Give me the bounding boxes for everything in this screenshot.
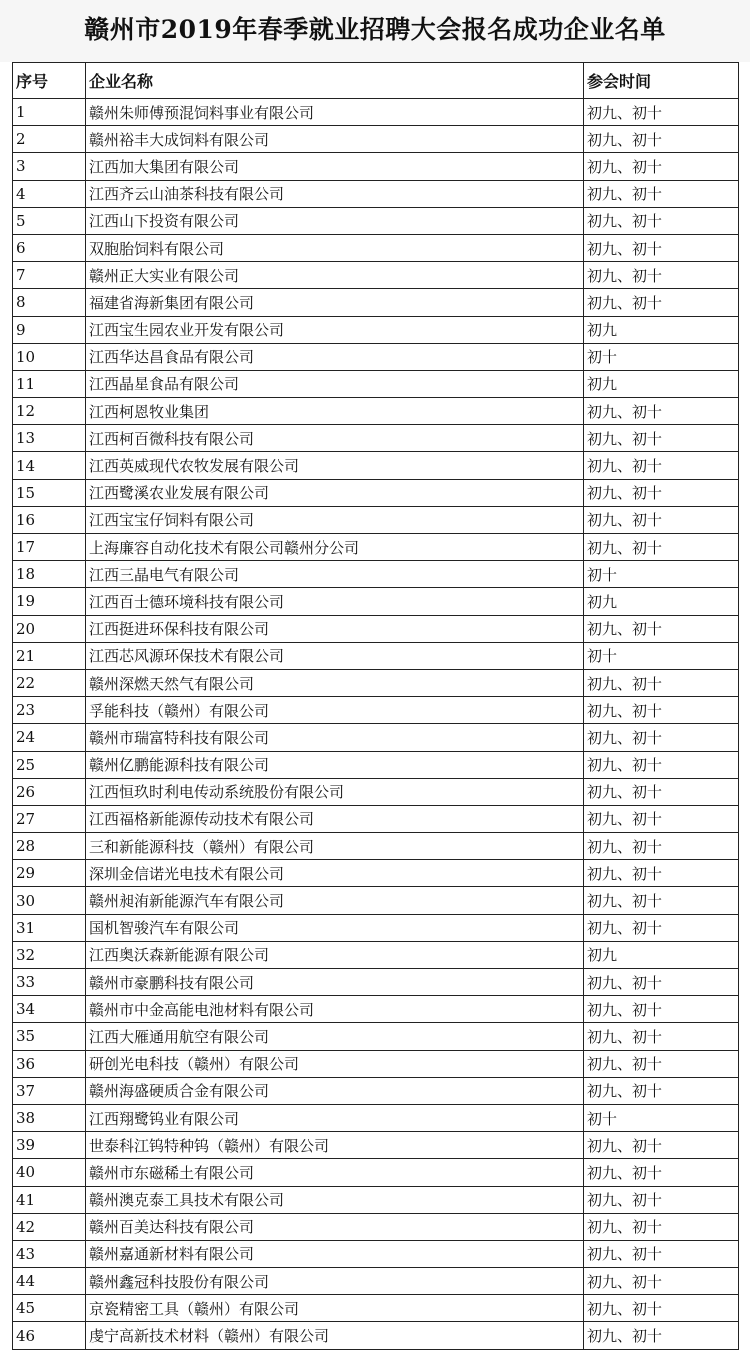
cell-company-name: 江西大雁通用航空有限公司	[86, 1023, 584, 1050]
cell-company-name: 江西翔鹭钨业有限公司	[86, 1104, 584, 1131]
cell-index: 25	[13, 751, 86, 778]
cell-index: 18	[13, 561, 86, 588]
cell-index: 35	[13, 1023, 86, 1050]
table-row	[13, 1186, 739, 1213]
cell-index: 13	[13, 425, 86, 452]
cell-company-name: 江西奥沃森新能源有限公司	[86, 941, 584, 968]
table-row	[13, 1268, 739, 1295]
cell-attend-date: 初九、初十	[584, 914, 739, 941]
cell-attend-date: 初九、初十	[584, 1077, 739, 1104]
cell-company-name: 江西齐云山油茶科技有限公司	[86, 180, 584, 207]
cell-index: 21	[13, 642, 86, 669]
cell-index: 30	[13, 887, 86, 914]
cell-index: 29	[13, 860, 86, 887]
cell-index: 37	[13, 1077, 86, 1104]
cell-attend-date: 初九、初十	[584, 1213, 739, 1240]
cell-index: 15	[13, 479, 86, 506]
cell-attend-date: 初九、初十	[584, 669, 739, 696]
table-row	[13, 1050, 739, 1077]
table-row	[13, 615, 739, 642]
table-row	[13, 262, 739, 289]
table-row	[13, 234, 739, 261]
cell-index: 43	[13, 1240, 86, 1267]
table-row	[13, 1213, 739, 1240]
cell-attend-date: 初九、初十	[584, 99, 739, 126]
table-row	[13, 1322, 739, 1349]
table-row	[13, 697, 739, 724]
cell-index: 23	[13, 697, 86, 724]
table-row	[13, 1132, 739, 1159]
cell-company-name: 赣州裕丰大成饲料有限公司	[86, 126, 584, 153]
table-row	[13, 506, 739, 533]
cell-index: 45	[13, 1295, 86, 1322]
cell-attend-date: 初九	[584, 588, 739, 615]
table-row	[13, 289, 739, 316]
table-row	[13, 969, 739, 996]
cell-attend-date: 初九、初十	[584, 126, 739, 153]
cell-company-name: 国机智骏汽车有限公司	[86, 914, 584, 941]
cell-attend-date: 初九、初十	[584, 996, 739, 1023]
table-row	[13, 316, 739, 343]
table-row	[13, 180, 739, 207]
table-row	[13, 805, 739, 832]
cell-index: 6	[13, 234, 86, 261]
cell-attend-date: 初九、初十	[584, 180, 739, 207]
cell-company-name: 江西华达昌食品有限公司	[86, 343, 584, 370]
cell-attend-date: 初九、初十	[584, 1295, 739, 1322]
cell-index: 41	[13, 1186, 86, 1213]
table-row	[13, 642, 739, 669]
cell-company-name: 江西芯风源环保技术有限公司	[86, 642, 584, 669]
cell-attend-date: 初九	[584, 316, 739, 343]
cell-company-name: 江西柯百微科技有限公司	[86, 425, 584, 452]
table-row	[13, 941, 739, 968]
cell-attend-date: 初九、初十	[584, 479, 739, 506]
cell-company-name: 赣州鑫冠科技股份有限公司	[86, 1268, 584, 1295]
cell-index: 22	[13, 669, 86, 696]
cell-company-name: 赣州海盛硬质合金有限公司	[86, 1077, 584, 1104]
table-row	[13, 1077, 739, 1104]
table-row	[13, 1023, 739, 1050]
table-row	[13, 343, 739, 370]
cell-index: 36	[13, 1050, 86, 1077]
cell-company-name: 赣州市中金高能电池材料有限公司	[86, 996, 584, 1023]
cell-attend-date: 初九、初十	[584, 452, 739, 479]
cell-attend-date: 初九、初十	[584, 887, 739, 914]
cell-company-name: 赣州百美达科技有限公司	[86, 1213, 584, 1240]
cell-company-name: 江西英威现代农牧发展有限公司	[86, 452, 584, 479]
cell-company-name: 福建省海新集团有限公司	[86, 289, 584, 316]
cell-company-name: 江西柯恩牧业集团	[86, 398, 584, 425]
cell-company-name: 双胞胎饲料有限公司	[86, 234, 584, 261]
cell-attend-date: 初九、初十	[584, 1023, 739, 1050]
cell-attend-date: 初九、初十	[584, 425, 739, 452]
table-row	[13, 588, 739, 615]
table-row	[13, 887, 739, 914]
table-row	[13, 833, 739, 860]
cell-company-name: 江西加大集团有限公司	[86, 153, 584, 180]
table-row	[13, 996, 739, 1023]
cell-index: 32	[13, 941, 86, 968]
cell-index: 16	[13, 506, 86, 533]
table-row	[13, 914, 739, 941]
cell-company-name: 上海廉容自动化技术有限公司赣州分公司	[86, 534, 584, 561]
table-row	[13, 99, 739, 126]
table-row	[13, 561, 739, 588]
header-index: 序号	[13, 63, 86, 99]
cell-attend-date: 初九、初十	[584, 697, 739, 724]
cell-company-name: 江西晶星食品有限公司	[86, 370, 584, 397]
cell-company-name: 研创光电科技（赣州）有限公司	[86, 1050, 584, 1077]
cell-company-name: 赣州市东磁稀土有限公司	[86, 1159, 584, 1186]
cell-attend-date: 初九、初十	[584, 805, 739, 832]
cell-attend-date: 初九、初十	[584, 1159, 739, 1186]
cell-attend-date: 初十	[584, 642, 739, 669]
cell-attend-date: 初九、初十	[584, 1186, 739, 1213]
page-title: 赣州市2019年春季就业招聘大会报名成功企业名单	[84, 15, 666, 44]
cell-company-name: 虔宁高新技术材料（赣州）有限公司	[86, 1322, 584, 1349]
cell-index: 11	[13, 370, 86, 397]
cell-company-name: 江西三晶电气有限公司	[86, 561, 584, 588]
cell-company-name: 赣州朱师傅预混饲料事业有限公司	[86, 99, 584, 126]
table-row	[13, 860, 739, 887]
cell-attend-date: 初九、初十	[584, 506, 739, 533]
cell-index: 31	[13, 914, 86, 941]
table-row	[13, 1295, 739, 1322]
cell-index: 5	[13, 207, 86, 234]
cell-company-name: 江西宝生园农业开发有限公司	[86, 316, 584, 343]
cell-attend-date: 初九	[584, 370, 739, 397]
cell-company-name: 江西挺进环保科技有限公司	[86, 615, 584, 642]
cell-attend-date: 初九	[584, 941, 739, 968]
cell-company-name: 赣州澳克泰工具技术有限公司	[86, 1186, 584, 1213]
cell-index: 40	[13, 1159, 86, 1186]
cell-attend-date: 初十	[584, 1104, 739, 1131]
cell-attend-date: 初九、初十	[584, 1322, 739, 1349]
cell-index: 26	[13, 778, 86, 805]
cell-company-name: 赣州市瑞富特科技有限公司	[86, 724, 584, 751]
cell-index: 46	[13, 1322, 86, 1349]
cell-attend-date: 初九、初十	[584, 860, 739, 887]
cell-company-name: 江西恒玖时利电传动系统股份有限公司	[86, 778, 584, 805]
cell-index: 4	[13, 180, 86, 207]
cell-index: 38	[13, 1104, 86, 1131]
cell-company-name: 江西山下投资有限公司	[86, 207, 584, 234]
table-row	[13, 534, 739, 561]
cell-company-name: 深圳金信诺光电技术有限公司	[86, 860, 584, 887]
cell-index: 17	[13, 534, 86, 561]
cell-company-name: 赣州正大实业有限公司	[86, 262, 584, 289]
cell-index: 3	[13, 153, 86, 180]
cell-index: 24	[13, 724, 86, 751]
table-row	[13, 207, 739, 234]
cell-company-name: 孚能科技（赣州）有限公司	[86, 697, 584, 724]
cell-attend-date: 初九、初十	[584, 1050, 739, 1077]
cell-attend-date: 初九、初十	[584, 153, 739, 180]
cell-index: 42	[13, 1213, 86, 1240]
cell-company-name: 赣州亿鹏能源科技有限公司	[86, 751, 584, 778]
cell-company-name: 赣州嘉通新材料有限公司	[86, 1240, 584, 1267]
table-row	[13, 1104, 739, 1131]
table-row	[13, 153, 739, 180]
company-list-sheet	[12, 62, 738, 1350]
table-row	[13, 1159, 739, 1186]
cell-attend-date: 初九、初十	[584, 833, 739, 860]
header-company: 企业名称	[86, 63, 584, 99]
table-row	[13, 669, 739, 696]
cell-index: 19	[13, 588, 86, 615]
company-table	[12, 62, 739, 1350]
cell-attend-date: 初十	[584, 561, 739, 588]
cell-attend-date: 初九、初十	[584, 262, 739, 289]
table-row	[13, 751, 739, 778]
table-row	[13, 398, 739, 425]
cell-index: 1	[13, 99, 86, 126]
cell-attend-date: 初九、初十	[584, 724, 739, 751]
cell-index: 14	[13, 452, 86, 479]
header-date: 参会时间	[584, 63, 739, 99]
cell-attend-date: 初九、初十	[584, 534, 739, 561]
cell-index: 28	[13, 833, 86, 860]
cell-company-name: 江西福格新能源传动技术有限公司	[86, 805, 584, 832]
cell-attend-date: 初九、初十	[584, 778, 739, 805]
cell-attend-date: 初九、初十	[584, 751, 739, 778]
cell-company-name: 江西鹭溪农业发展有限公司	[86, 479, 584, 506]
cell-index: 9	[13, 316, 86, 343]
table-header-row	[13, 63, 739, 99]
cell-index: 27	[13, 805, 86, 832]
cell-index: 44	[13, 1268, 86, 1295]
cell-index: 10	[13, 343, 86, 370]
cell-attend-date: 初九、初十	[584, 398, 739, 425]
cell-index: 34	[13, 996, 86, 1023]
table-row	[13, 370, 739, 397]
cell-index: 2	[13, 126, 86, 153]
cell-company-name: 京瓷精密工具（赣州）有限公司	[86, 1295, 584, 1322]
cell-index: 8	[13, 289, 86, 316]
cell-index: 39	[13, 1132, 86, 1159]
cell-company-name: 赣州昶洧新能源汽车有限公司	[86, 887, 584, 914]
cell-company-name: 世泰科江钨特种钨（赣州）有限公司	[86, 1132, 584, 1159]
table-row	[13, 1240, 739, 1267]
table-row	[13, 479, 739, 506]
cell-attend-date: 初九、初十	[584, 1240, 739, 1267]
cell-index: 20	[13, 615, 86, 642]
cell-company-name: 三和新能源科技（赣州）有限公司	[86, 833, 584, 860]
table-body	[13, 99, 739, 1350]
cell-attend-date: 初九、初十	[584, 289, 739, 316]
table-row	[13, 126, 739, 153]
cell-index: 12	[13, 398, 86, 425]
cell-attend-date: 初九、初十	[584, 207, 739, 234]
cell-company-name: 江西百士德环境科技有限公司	[86, 588, 584, 615]
cell-attend-date: 初九、初十	[584, 1268, 739, 1295]
cell-company-name: 江西宝宝仔饲料有限公司	[86, 506, 584, 533]
cell-attend-date: 初九、初十	[584, 1132, 739, 1159]
cell-attend-date: 初十	[584, 343, 739, 370]
cell-attend-date: 初九、初十	[584, 615, 739, 642]
table-row	[13, 724, 739, 751]
cell-index: 33	[13, 969, 86, 996]
cell-company-name: 赣州市豪鹏科技有限公司	[86, 969, 584, 996]
cell-attend-date: 初九、初十	[584, 234, 739, 261]
cell-index: 7	[13, 262, 86, 289]
cell-attend-date: 初九、初十	[584, 969, 739, 996]
cell-company-name: 赣州深燃天然气有限公司	[86, 669, 584, 696]
table-row	[13, 452, 739, 479]
table-row	[13, 425, 739, 452]
table-row	[13, 778, 739, 805]
